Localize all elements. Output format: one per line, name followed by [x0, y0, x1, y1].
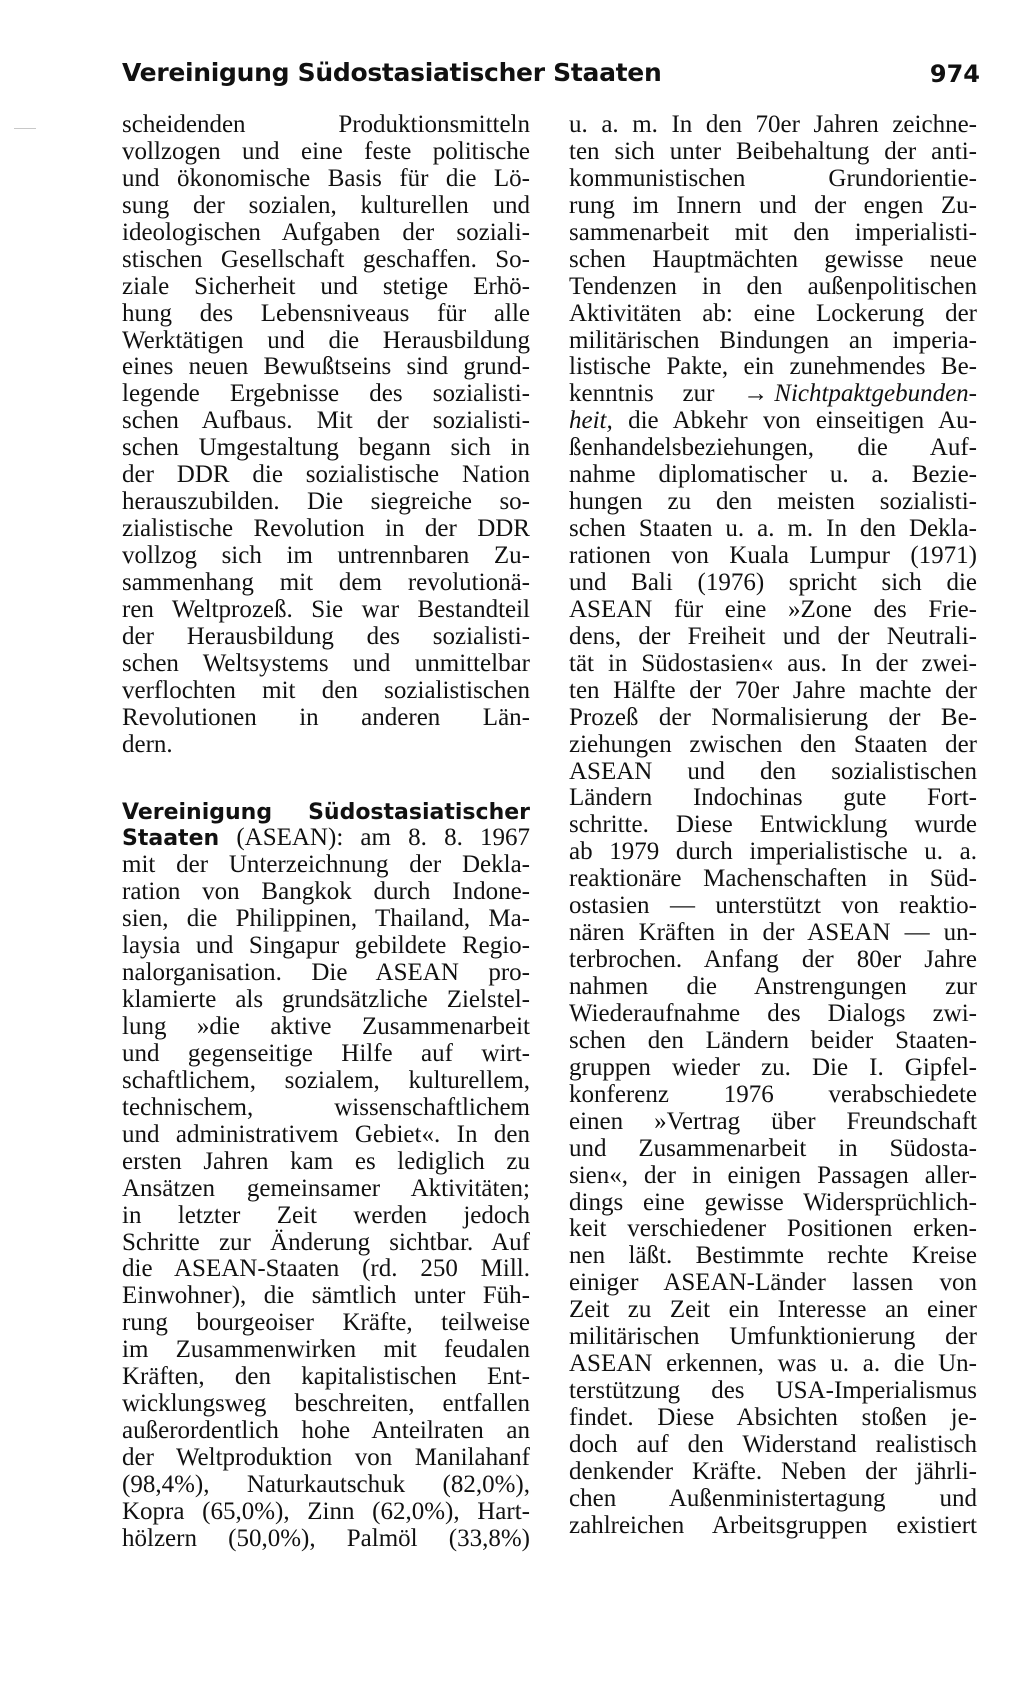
- text-line: Aktivitäten ab: eine Lockerung der: [569, 299, 977, 327]
- text-line: ziale Sicherheit und stetige Erhö-: [122, 272, 530, 300]
- text-line: chen Außenministertagung und: [569, 1484, 977, 1512]
- text-line: dens, der Freiheit und der Neutrali-: [569, 622, 977, 650]
- crossref-term[interactable]: Nichtpaktgebunden-: [774, 380, 977, 408]
- text-line: dern.: [122, 730, 173, 758]
- text-line: keit verschiedener Positionen erken-: [569, 1215, 977, 1243]
- text-line: hölzern (50,0%), Palmöl (33,8%): [122, 1524, 530, 1552]
- text-line: scheidenden Produktionsmitteln: [122, 111, 530, 138]
- text-line: einiger ASEAN-Länder lassen von: [569, 1269, 977, 1297]
- text-line: findet. Diese Absichten stoßen je-: [569, 1404, 977, 1431]
- text-line: Ländern Indochinas gute Fort-: [569, 784, 977, 812]
- text-line: ideologischen Aufgaben der soziali-: [122, 218, 530, 246]
- paragraph-continuation: [122, 111, 530, 758]
- text-line: laysia und Singapur gebildete Regio-: [122, 932, 530, 960]
- text-line: Wiederaufnahme des Dialogs zwi-: [569, 999, 977, 1027]
- left-column: [122, 111, 530, 1552]
- entry-title-line: [122, 798, 530, 825]
- text-line: vollzog sich im untrennbaren Zu-: [122, 542, 530, 569]
- entry-title-cont: Staaten: [122, 826, 220, 852]
- text-line: tät in Südostasien« aus. In der zwei-: [569, 649, 977, 677]
- text-line: nahmen die Anstrengungen zur: [569, 973, 977, 1000]
- text-line: ASEAN für eine »Zone des Frie-: [569, 595, 977, 623]
- text-line: technischem, wissenschaftlichem: [122, 1093, 530, 1121]
- text-line: ASEAN erkennen, was u. a. die Un-: [569, 1350, 977, 1378]
- text-block: [569, 111, 977, 380]
- text-line: der Herausbildung des sozialisti-: [122, 622, 530, 650]
- text-line: hung des Lebensniveaus für alle: [122, 299, 530, 327]
- text-line: lung »die aktive Zusammenarbeit: [122, 1013, 530, 1040]
- text-line: ab 1979 durch imperialistische u. a.: [569, 838, 977, 866]
- text-line: nalorganisation. Die ASEAN pro-: [122, 959, 530, 987]
- text-line: [569, 380, 977, 407]
- text-fragment: die Abkehr von einseitigen Au-: [628, 407, 977, 435]
- text-line: Kräften, den kapitalistischen Ent-: [122, 1363, 530, 1391]
- entry-abbrev-date: (ASEAN): am 8. 8. 1967: [236, 824, 530, 852]
- text-line: eines neuen Bewußtseins sind grund-: [122, 353, 530, 381]
- text-line: sung der sozialen, kulturellen und: [122, 191, 530, 219]
- text-line: sammenarbeit mit den imperialisti-: [569, 218, 977, 246]
- text-line: und gegenseitige Hilfe auf wirt-: [122, 1039, 530, 1067]
- text-line: und Bali (1976) spricht sich die: [569, 568, 977, 596]
- text-block: [569, 434, 977, 1538]
- text-line: wicklungsweg beschreiten, entfallen: [122, 1390, 530, 1418]
- text-line: rung bourgeoiser Kräfte, teilweise: [122, 1309, 530, 1337]
- text-line: Tendenzen in den außenpolitischen: [569, 272, 977, 300]
- text-line: Zeit zu Zeit ein Interesse an einer: [569, 1296, 977, 1324]
- text-line: nären Kräften in der ASEAN — un-: [569, 919, 977, 947]
- text-line: ASEAN und den sozialistischen: [569, 757, 977, 785]
- page-number: 974: [929, 60, 980, 88]
- text-line: schaftlichem, sozialem, kulturellem,: [122, 1066, 530, 1094]
- text-line: listische Pakte, ein zunehmendes Be-: [569, 353, 977, 381]
- text-line: mit der Unterzeichnung der Dekla-: [122, 851, 530, 879]
- text-line: schen Umgestaltung begann sich in: [122, 434, 530, 462]
- text-line: Prozeß der Normalisierung der Be-: [569, 703, 977, 731]
- text-line: Revolutionen in anderen Län-: [122, 703, 530, 731]
- text-line: schen Aufbaus. Mit der sozialisti-: [122, 407, 530, 435]
- crossref-arrow-icon: →: [743, 380, 769, 408]
- text-line: militärischen Bindungen an imperia-: [569, 326, 977, 354]
- text-line: dings eine gewisse Widersprüchlich-: [569, 1188, 977, 1216]
- text-line: terbrochen. Anfang der 80er Jahre: [569, 946, 977, 974]
- text-line: denkender Kräfte. Neben der jährli-: [569, 1457, 977, 1485]
- running-head: Vereinigung Südostasiatischer Staaten: [122, 58, 662, 87]
- text-line: ten Hälfte der 70er Jahre machte der: [569, 676, 977, 704]
- text-line: ersten Jahren kam es lediglich zu: [122, 1147, 530, 1175]
- text-line: reaktionäre Machenschaften in Süd-: [569, 865, 977, 893]
- text-line: herauszubilden. Die siegreiche so-: [122, 488, 530, 516]
- paragraph-gap: [122, 758, 530, 798]
- text-line: und administrativem Gebiet«. In den: [122, 1120, 530, 1148]
- text-line: im Zusammenwirken mit feudalen: [122, 1336, 530, 1364]
- text-line: Ansätzen gemeinsamer Aktivitäten;: [122, 1174, 530, 1202]
- text-line: doch auf den Widerstand realistisch: [569, 1430, 977, 1458]
- text-line: (98,4%), Naturkautschuk (82,0%),: [122, 1470, 530, 1498]
- entry-asean: [122, 798, 530, 1552]
- text-line: vollzogen und eine feste politische: [122, 137, 530, 165]
- text-line: klamierte als grundsätzliche Zielstel-: [122, 986, 530, 1014]
- text-line: terstützung des USA-Imperialismus: [569, 1377, 977, 1405]
- text-line: konferenz 1976 verabschiedete: [569, 1080, 977, 1108]
- text-line: kommunistischen Grundorientie-: [569, 164, 977, 192]
- text-line: nen läßt. Bestimmte rechte Kreise: [569, 1242, 977, 1270]
- margin-mark: [14, 128, 36, 129]
- text-line: [569, 407, 977, 434]
- text-line: Schritte zur Änderung sichtbar. Auf: [122, 1228, 530, 1256]
- text-line: schen den Ländern beider Staaten-: [569, 1026, 977, 1054]
- text-line: schen Hauptmächten gewisse neue: [569, 245, 977, 273]
- entry-title: Vereinigung Südostasiatischer: [122, 799, 530, 825]
- text-line: legende Ergebnisse des sozialisti-: [122, 380, 530, 408]
- text-line: und ökonomische Basis für die Lö-: [122, 164, 530, 192]
- text-line: ren Weltprozeß. Sie war Bestandteil: [122, 595, 530, 623]
- text-line: Kopra (65,0%), Zinn (62,0%), Hart-: [122, 1497, 530, 1525]
- text-line: verflochten mit den sozialistischen: [122, 676, 530, 704]
- text-line: der DDR die sozialistische Nation: [122, 461, 530, 489]
- text-line: schen Staaten u. a. m. In den Dekla-: [569, 515, 977, 543]
- text-line: gruppen wieder zu. Die I. Gipfel-: [569, 1053, 977, 1081]
- text-line: rationen von Kuala Lumpur (1971): [569, 542, 977, 569]
- text-fragment: kenntnis zur: [569, 380, 715, 408]
- text-line: sammenhang mit dem revolutionä-: [122, 568, 530, 596]
- text-line: sien, die Philippinen, Thailand, Ma-: [122, 905, 530, 933]
- text-line: zialistische Revolution in der DDR: [122, 515, 530, 543]
- entry-body: [122, 851, 530, 1551]
- text-line: u. a. m. In den 70er Jahren zeichne-: [569, 111, 977, 138]
- text-line: Einwohner), die sämtlich unter Füh-: [122, 1282, 530, 1310]
- text-line: rung im Innern und der engen Zu-: [569, 191, 977, 219]
- text-line: Werktätigen und die Herausbildung: [122, 326, 530, 354]
- text-line: ßenhandelsbeziehungen, die Auf-: [569, 434, 977, 462]
- text-line: die ASEAN-Staaten (rd. 250 Mill.: [122, 1255, 530, 1283]
- text-line: einen »Vertrag über Freundschaft: [569, 1107, 977, 1135]
- text-line: zahlreichen Arbeitsgruppen existiert: [569, 1511, 977, 1539]
- text-line: und Zusammenarbeit in Südosta-: [569, 1134, 977, 1162]
- right-column: [569, 111, 977, 1539]
- text-line: nahme diplomatischer u. a. Bezie-: [569, 461, 977, 489]
- text-line: ten sich unter Beibehaltung der anti-: [569, 137, 977, 165]
- text-line: militärischen Umfunktionierung der: [569, 1323, 977, 1351]
- text-line: stischen Gesellschaft geschaffen. So-: [122, 245, 530, 273]
- entry-title-line: [122, 824, 530, 851]
- text-line: schritte. Diese Entwicklung wurde: [569, 811, 977, 839]
- text-line: in letzter Zeit werden jedoch: [122, 1201, 530, 1229]
- page-header: [122, 58, 980, 98]
- text-line: sien«, der in einigen Passagen aller-: [569, 1161, 977, 1189]
- text-line: ziehungen zwischen den Staaten der: [569, 730, 977, 758]
- crossref-term-cont[interactable]: heit,: [569, 407, 613, 435]
- text-line: schen Weltsystems und unmittelbar: [122, 649, 530, 677]
- text-line: ostasien — unterstützt von reaktio-: [569, 892, 977, 920]
- text-line: ration von Bangkok durch Indone-: [122, 878, 530, 906]
- text-line: hungen zu den meisten sozialisti-: [569, 488, 977, 516]
- text-line: außerordentlich hohe Anteilraten an: [122, 1417, 530, 1445]
- text-line: der Weltproduktion von Manilahanf: [122, 1444, 530, 1471]
